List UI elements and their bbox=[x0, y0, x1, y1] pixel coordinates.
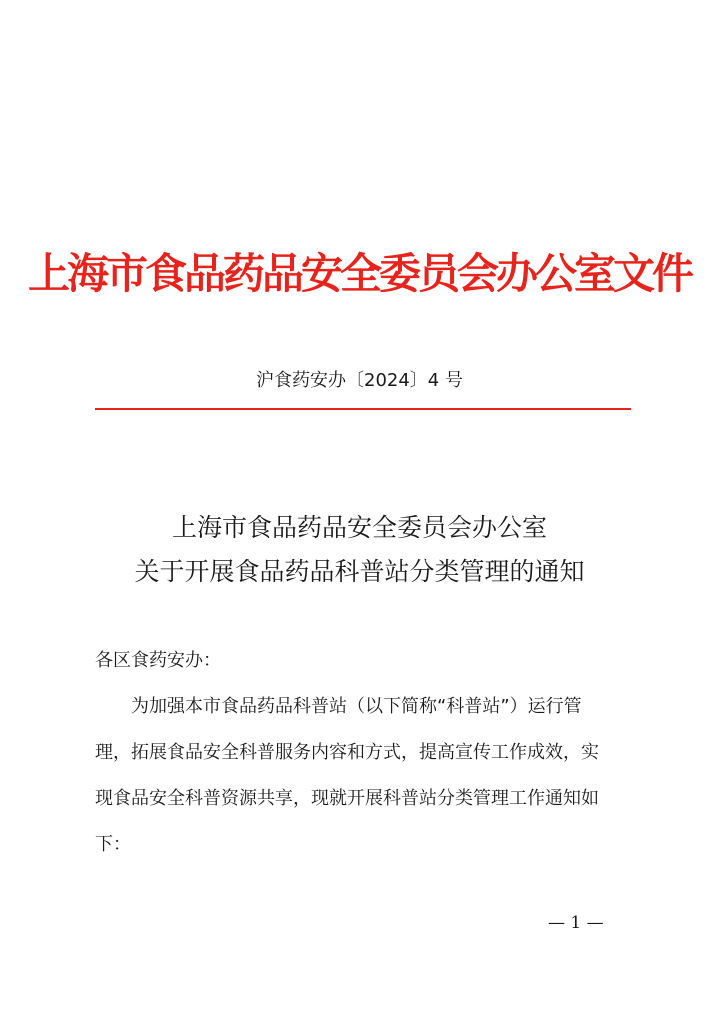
notice-title bbox=[0, 506, 719, 594]
page-number: — 1 — bbox=[548, 913, 604, 933]
paragraph-line: 现食品安全科普资源共享，现就开展科普站分类管理工作通知如 bbox=[95, 788, 599, 809]
paragraph-line: 为加强本市食品药品科普站（以下简称“科普站”）运行管 bbox=[131, 696, 582, 717]
notice-title-line-1: 上海市食品药品安全委员会办公室 bbox=[171, 513, 547, 542]
red-divider-line bbox=[95, 408, 631, 410]
paragraph-line: 理，拓展食品安全科普服务内容和方式，提高宣传工作成效，实 bbox=[95, 742, 599, 763]
notice-title-line-2: 关于开展食品药品科普站分类管理的通知 bbox=[134, 557, 585, 586]
masthead-title: 上海市食品药品安全委员会办公室文件 bbox=[27, 249, 691, 298]
salutation: 各区食药安办： bbox=[95, 650, 221, 671]
paragraph-line: 下： bbox=[95, 834, 131, 855]
document-number: 沪食药安办〔2024〕4 号 bbox=[256, 370, 463, 391]
